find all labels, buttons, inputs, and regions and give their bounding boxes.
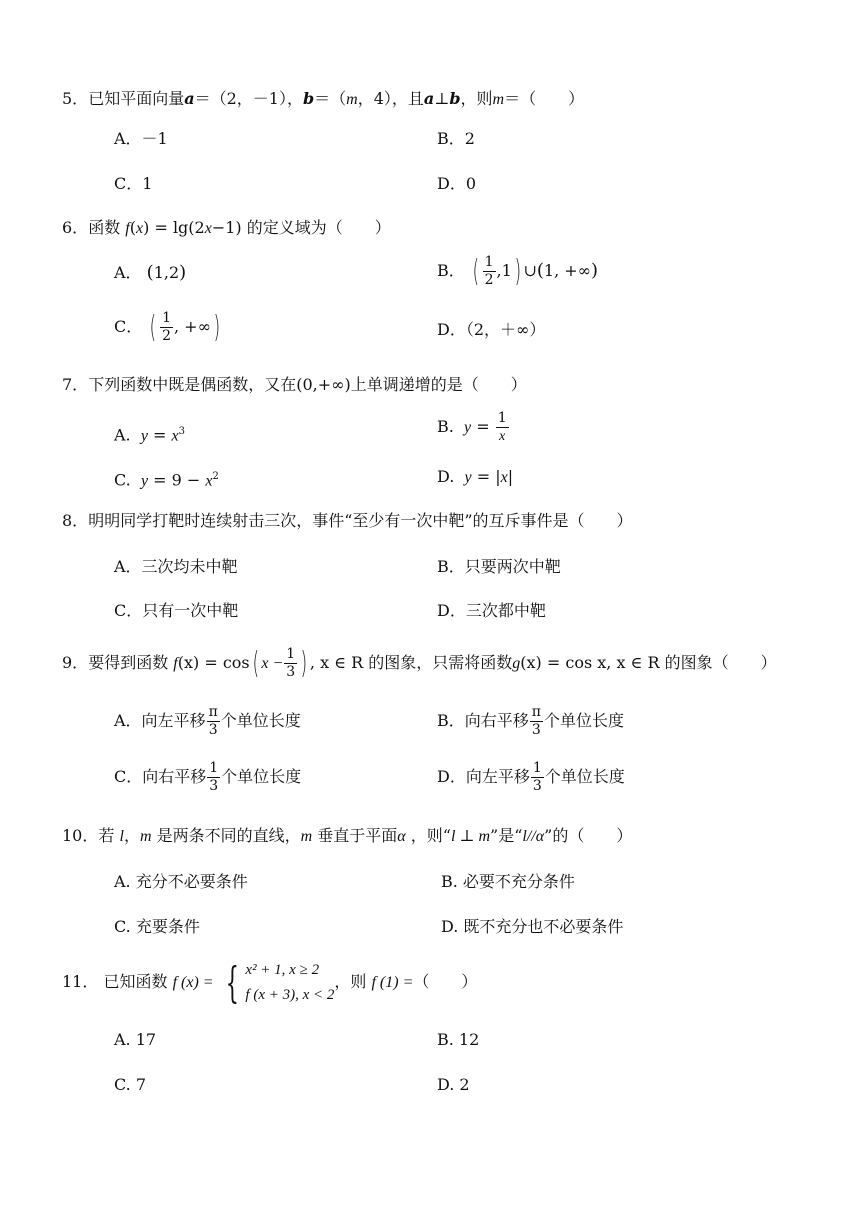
expr-text: f (1) = — [371, 974, 414, 991]
q6-option-d: D．（2，＋∞） — [437, 320, 546, 339]
var-x: x — [171, 427, 179, 445]
var-y: y — [464, 469, 472, 486]
option-text: D．向左平移 — [437, 767, 530, 786]
question-number: 5． — [62, 89, 89, 108]
question-number: 11． — [62, 972, 99, 991]
stem-text: ＝（ ） — [504, 89, 585, 108]
q6-option-a: A． (1,2) — [114, 262, 187, 283]
var-y: y — [464, 419, 472, 436]
func-f: f — [125, 220, 130, 237]
option-text: B．向右平移 — [437, 711, 529, 730]
stem-text: 若 — [98, 826, 115, 845]
q10-option-d: D. 既不充分也不必要条件 — [441, 917, 624, 936]
stem-text: ， — [123, 826, 140, 845]
exponent: 3 — [178, 426, 185, 437]
q7-option-b: B. y = $\frac{1}{x}$ — [437, 410, 507, 444]
var-x: x — [205, 472, 213, 490]
question-number: 7． — [62, 375, 89, 394]
q8-option-a: A．三次均未中靶 — [114, 557, 238, 576]
interval-value: (0,+∞) — [296, 375, 351, 394]
option-text: 个单位长度 — [221, 767, 302, 786]
q10-option-c: C. 充要条件 — [114, 917, 200, 936]
expr-text: , x ∈ R — [309, 653, 364, 672]
interval-value: , +∞ — [173, 317, 211, 336]
q7-option-c: C. $y = 9 - x^2$ — [114, 470, 219, 490]
q9-option-a — [114, 704, 301, 739]
stem-text: 函数 — [88, 218, 121, 237]
q5-option-b: B．2 — [437, 129, 475, 148]
frac-numerator: 1 — [162, 310, 171, 326]
q7-option-d: D. y = |x| — [437, 467, 514, 486]
var-m: m — [139, 828, 152, 845]
vector-a: a — [184, 89, 195, 108]
q11-option-d: D. 2 — [437, 1075, 470, 1094]
var-x: x — [500, 469, 508, 486]
frac-numerator: π — [208, 704, 218, 720]
func-g: g — [512, 655, 521, 672]
option-text: C．向右平移 — [114, 767, 207, 786]
stem-text: ，则 — [334, 972, 367, 991]
option-label: B. — [437, 417, 454, 436]
q6-option-c: C． ( $\frac{1}{2}$ , +∞) — [114, 309, 220, 345]
lg-text: lg(2 — [172, 218, 205, 237]
q8-option-d: D．三次都中靶 — [437, 601, 546, 620]
question-5-stem — [62, 88, 584, 111]
interval-value: 1,2 — [153, 263, 180, 282]
option-label: C． — [114, 317, 143, 336]
q8-option-c: C．只有一次中靶 — [114, 601, 239, 620]
case-line: x² + 1, x ≥ 2 — [245, 961, 320, 978]
q5-option-c: C．1 — [114, 174, 153, 193]
q6-option-b: B． ( $\frac{1}{2}$ ,1) ∪(1, +∞) — [437, 253, 599, 289]
expr-text: (x) = cos x, x ∈ R — [520, 653, 660, 672]
vector-a: a — [423, 89, 435, 108]
expr-text: (x) = cos — [177, 653, 250, 672]
stem-text: 的图象，只需将函数 — [368, 653, 513, 672]
frac-numerator: 1 — [497, 410, 507, 426]
q10-option-b: B. 必要不充分条件 — [441, 872, 575, 891]
lg-text: −1) — [211, 218, 242, 237]
stem-text: 垂直于平面 — [317, 826, 398, 845]
interval-value: 1, +∞ — [543, 261, 592, 280]
question-number: 9． — [62, 653, 89, 672]
frac-denominator: 2 — [162, 328, 171, 344]
stem-text: 要得到函数 — [88, 653, 169, 672]
condition-expr: l ⊥ m — [450, 828, 491, 845]
q7-option-a: A. $y = x^3$ — [114, 425, 185, 445]
stem-text: 的图象（ ） — [664, 653, 777, 672]
stem-text: 的定义域为（ ） — [246, 218, 391, 237]
var-y: y — [140, 472, 149, 490]
option-label: A． — [114, 263, 142, 282]
var-x: x — [136, 220, 144, 237]
frac-denominator: 3 — [531, 722, 541, 738]
question-9-stem: 9．要得到函数 f(x) = cos( x − $\frac{1}{3}$ ) , x ∈ R 的图象，只需将函数g(x) = cos x, x ∈ R 的图象（ ） — [62, 645, 777, 681]
option-label: C. — [114, 470, 131, 490]
piecewise-cases — [245, 958, 334, 1008]
stem-text: （ ） — [413, 972, 478, 991]
frac-denominator: 3 — [286, 664, 296, 680]
stem-text: 是两条不同的直线， — [156, 826, 301, 845]
question-number: 8． — [62, 511, 89, 530]
stem-text: ”的（ ） — [544, 826, 633, 845]
stem-text: ”是“ — [490, 826, 523, 845]
vector-b: b — [302, 89, 315, 108]
var-alpha: α — [397, 828, 406, 845]
option-label: A. — [114, 425, 131, 445]
question-10-stem — [62, 825, 632, 848]
stem-text: ＝（ — [314, 89, 347, 108]
option-text: 个单位长度 — [544, 767, 625, 786]
frac-numerator: 1 — [532, 760, 542, 776]
q9-option-b — [437, 704, 624, 739]
frac-numerator: 1 — [484, 254, 494, 270]
frac-denominator: 3 — [532, 778, 542, 794]
stem-text: 上单调递增的是（ ） — [350, 375, 527, 394]
option-text: 个单位长度 — [543, 711, 624, 730]
frac-numerator: 1 — [209, 760, 219, 776]
var-m: m — [492, 91, 505, 108]
var-m: m — [300, 828, 313, 845]
question-7-stem — [62, 374, 527, 396]
q5-option-a: A．－1 — [114, 129, 168, 148]
frac-denominator: 2 — [484, 272, 494, 288]
option-text: A．向左平移 — [114, 711, 206, 730]
var-l: l — [119, 828, 124, 845]
vector-b: b — [449, 89, 461, 108]
func-f: f — [173, 655, 178, 672]
expr-text: x − — [261, 655, 284, 672]
var-m: m — [346, 91, 358, 108]
option-label: B． — [437, 261, 465, 280]
stem-text: ，则 — [460, 89, 493, 108]
option-label: D. — [437, 467, 455, 486]
var-y: y — [140, 427, 148, 445]
q11-option-c: C. 7 — [114, 1075, 147, 1094]
question-11-stem: 11． 已知函数 f (x) = { x² + 1, x ≥ 2 f (x + 3), x < 2 ，则 f (1) =（ ） — [62, 957, 478, 1007]
stem-text: ＝（2，－1）， — [194, 89, 303, 108]
question-6-stem: 6．函数 f(x) = lg(2x−1) 的定义域为（ ） — [62, 218, 391, 237]
question-number: 6． — [62, 218, 89, 237]
frac-numerator: π — [531, 704, 541, 720]
question-8-stem — [62, 510, 633, 532]
interval-value: ,1 — [496, 261, 512, 280]
q8-option-b: B．只要两次中靶 — [437, 557, 561, 576]
stem-text: 下列函数中既是偶函数，又在 — [88, 375, 297, 394]
union-symbol: ∪ — [523, 261, 537, 280]
question-number: 10． — [62, 826, 99, 845]
var-x: x — [204, 220, 212, 237]
stem-text: 明明同学打靶时连续射击三次，事件“至少有一次中靶”的互斥事件是（ ） — [88, 511, 633, 530]
frac-numerator: 1 — [286, 646, 296, 662]
frac-denominator: 3 — [208, 722, 218, 738]
q5-option-d: D．0 — [437, 174, 477, 193]
q9-option-c — [114, 760, 301, 795]
expr-text: f (x) = — [172, 974, 214, 991]
q11-option-a: A. 17 — [114, 1030, 157, 1049]
frac-denominator: 3 — [209, 778, 219, 794]
condition-expr: l//α — [522, 828, 545, 845]
q9-option-d — [437, 760, 625, 795]
stem-text: ，4），且 — [357, 89, 424, 108]
frac-denominator: x — [499, 429, 506, 444]
perp-symbol: ⊥ — [434, 89, 450, 108]
stem-text: 已知函数 — [103, 972, 168, 991]
exponent: 2 — [212, 471, 219, 482]
q10-option-a: A. 充分不必要条件 — [114, 872, 248, 891]
q11-option-b: B. 12 — [437, 1030, 480, 1049]
stem-text: ，则“ — [410, 826, 451, 845]
option-text: 个单位长度 — [220, 711, 301, 730]
expr-text: 9 − — [171, 470, 201, 490]
case-line: f (x + 3), x < 2 — [245, 986, 335, 1003]
stem-text: 已知平面向量 — [88, 89, 185, 108]
